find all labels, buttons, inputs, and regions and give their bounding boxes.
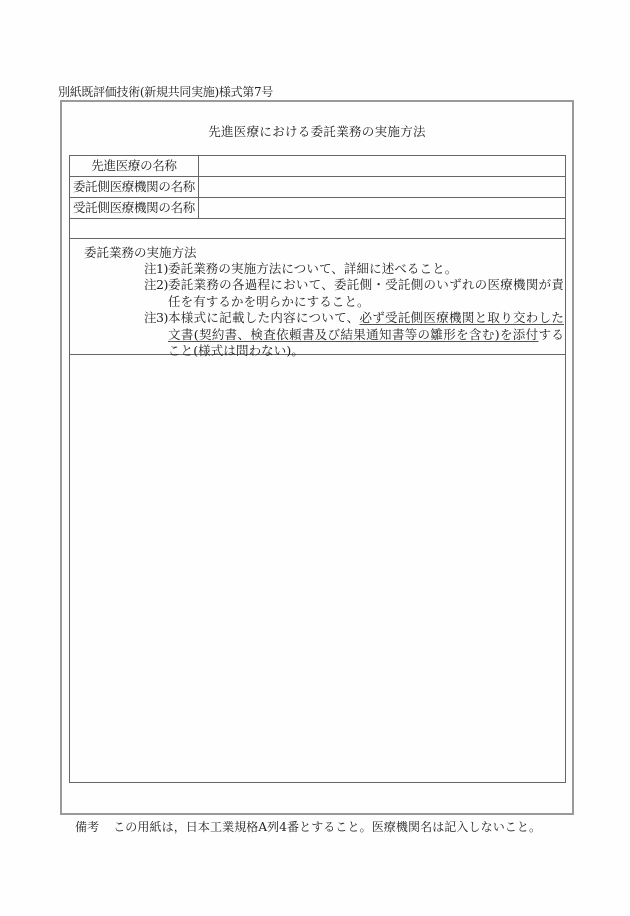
method-instructions (70, 238, 565, 359)
consignor-institution-field[interactable] (199, 177, 566, 198)
note-text: 委託業務の実施方法について、詳細に述べること。 (168, 261, 458, 276)
note-text-before: 本様式に記載した内容について、 (168, 310, 360, 326)
remarks-label: 備考 (75, 820, 100, 834)
form-frame (60, 100, 574, 815)
consignee-institution-field[interactable] (199, 198, 566, 219)
blank-row-cell[interactable] (70, 219, 566, 239)
advanced-medicine-name-field[interactable] (199, 156, 566, 177)
consignment-method-section (69, 238, 566, 783)
method-content-field[interactable] (70, 355, 565, 782)
info-table (69, 155, 566, 239)
advanced-medicine-name-label: 先進医療の名称 (70, 156, 199, 177)
note-number: 注1) (144, 261, 168, 276)
note-1 (144, 261, 564, 277)
method-section-title: 委託業務の実施方法 (84, 245, 197, 260)
table-row (70, 156, 566, 177)
table-row (70, 198, 566, 219)
remarks-footer (75, 818, 541, 835)
note-number: 注3) (144, 310, 168, 326)
note-text-after: すること(様式は問わない)。 (168, 326, 564, 359)
note-number: 注2) (144, 277, 168, 293)
notes-list (144, 261, 564, 359)
table-row (70, 177, 566, 198)
note-text: 委託業務の各過程において、委託側・受託側のいずれの医療機関が責任を有するかを明らかにすること。 (168, 277, 564, 309)
consignee-institution-label: 受託側医療機関の名称 (70, 198, 199, 219)
note-3 (144, 310, 564, 359)
consignor-institution-label: 委託側医療機関の名称 (70, 177, 199, 198)
note-text-underlined: 必ず受託側医療機関と取り交わした文書(契約書、検査依頼書及び結果通知書等の雛形を含む)を添付 (168, 310, 564, 342)
note-text (168, 310, 564, 359)
note-2 (144, 277, 564, 310)
document-title: 先進医療における委託業務の実施方法 (208, 124, 426, 139)
form-number: 別紙既評価技術(新規共同実施)様式第7号 (58, 85, 273, 99)
remarks-text: この用紙は，日本工業規格A列4番とすること。医療機関名は記入しないこと。 (113, 820, 542, 834)
blank-row (70, 219, 566, 239)
